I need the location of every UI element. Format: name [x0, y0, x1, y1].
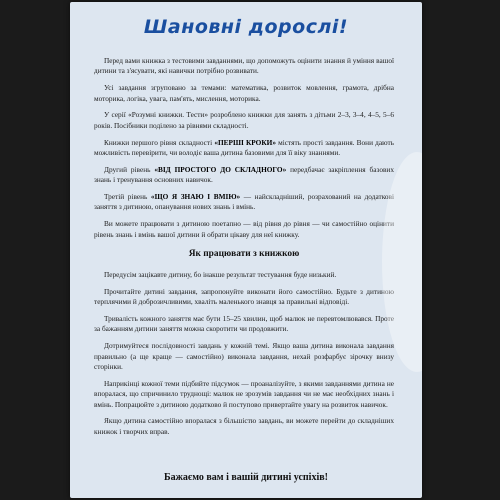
level-2-name: «ВІД ПРОСТОГО ДО СКЛАДНОГО»	[154, 164, 287, 174]
howto-paragraph: Наприкінці кожної теми підбийте підсумок — проаналізуйте, з якими завданнями дитина не впоралася, що спричинило труднощі: малюк не зрозумів завдання чи не має необхідних знань і вмінь. Попрацюйте з дитиною додатково й поступово привертайте увагу на розвиток навичок.	[94, 378, 394, 409]
intro-paragraph: Перед вами книжка з тестовими завданнями, що допоможуть оцінити знання й уміння вашої дитини та з'ясувати, які навички потрібно розвивати.	[94, 56, 394, 76]
outro-paragraph: Ви можете працювати з дитиною поетапно — від рівня до рівня — чи самостійно оцінити рівень знань і вмінь вашої дитини й обрати цікаву для неї книжку.	[94, 219, 394, 239]
howto-paragraph: Дотримуйтеся послідовності завдань у кожній темі. Якщо ваша дитина виконала завдання правильно (а ще краще — самостійно) виконала завдання, нехай розфарбує зірочку внизу сторінки.	[94, 341, 394, 372]
book-page	[70, 2, 422, 498]
howto-paragraph: Передусім зацікавте дитину, бо інакше результат тестування буде низький.	[104, 270, 337, 280]
intro-paragraph: У серії «Розумні книжки. Тести» розроблено книжки для занять з дітьми 2–3, 3–4, 4–5, 5–6 років. Посібники поділено за рівнями складності.	[94, 110, 394, 130]
level-2-paragraph: Другий рівень «ВІД ПРОСТОГО ДО СКЛАДНОГО» передбачає закріплення базових знань і тренування основних навичок.	[94, 164, 394, 185]
howto-paragraph: Якщо дитина самостійно впоралася з більшістю завдань, ви можете перейти до складніших книжок і творчих вправ.	[94, 416, 394, 436]
level-3-name: «ЩО Я ЗНАЮ І ВМІЮ»	[150, 192, 241, 202]
level-1-name: «ПЕРШІ КРОКИ»	[214, 137, 276, 147]
level-1-paragraph: Книжки першого рівня складності «ПЕРШІ КРОКИ» містять прості завдання. Вони дають можливість перевірити, чи володіє ваша дитина базовими для її віку знаннями.	[94, 137, 394, 158]
page-content	[94, 56, 394, 444]
closing-wish: Бажаємо вам і вашій дитині успіхів!	[164, 472, 328, 483]
howto-paragraph: Тривалість кожного заняття має бути 15–25 хвилин, щоб малюк не перевтомлювався. Проте за бажанням дитини заняття можна скоротити чи продовжити.	[94, 314, 394, 334]
howto-paragraph: Прочитайте дитині завдання, запропонуйте виконати його самостійно. Будьте з дитиною терплячими й доброзичливими, хваліть маленького знавця за правильні відповіді.	[94, 286, 394, 307]
section-subtitle: Як працювати з книжкою	[188, 249, 300, 260]
page-title: Шановні дорослі!	[143, 16, 349, 38]
intro-paragraph: Усі завдання згруповано за темами: математика, розвиток мовлення, грамота, дрібна моторика, логіка, увага, пам'ять, мислення, моторика.	[94, 83, 394, 103]
level-3-paragraph: Третій рівень «ЩО Я ЗНАЮ І ВМІЮ» — найскладніший, розрахований на додаткові заняття з дитиною, опанування нових знань і вмінь.	[94, 192, 394, 212]
